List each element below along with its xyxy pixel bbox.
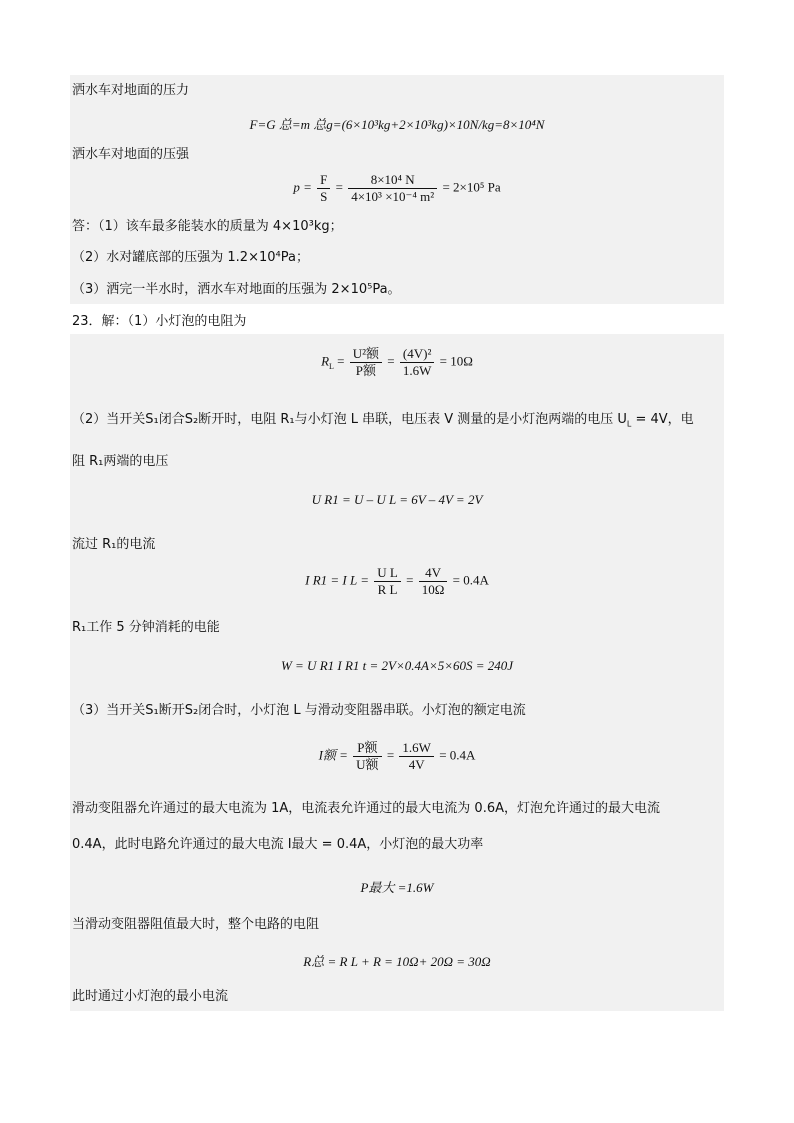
fraction xyxy=(350,346,382,379)
formula-result: = 0.4A xyxy=(439,747,476,763)
formula-text: W = U R1 I R1 t = 2V×0.4A×5×60S = 240J xyxy=(280,658,514,673)
fraction-denominator: 10Ω xyxy=(421,582,445,597)
fraction xyxy=(374,565,401,598)
text-line: 当滑动变阻器阻值最大时，整个电路的电阻 xyxy=(72,917,320,932)
answer-2: （2）水对罐底部的压强为 1.2×10⁴Pa； xyxy=(72,250,309,265)
paragraph-part-2 xyxy=(72,411,694,434)
fraction-numerator: 1.6W xyxy=(399,740,434,757)
formula-result: = 0.4A xyxy=(452,572,489,588)
formula-energy xyxy=(70,658,724,674)
formula-text: U R1 = U – U L = 6V – 4V = 2V xyxy=(311,492,483,507)
formula-result: = 10Ω xyxy=(439,353,473,369)
fraction-numerator: U L xyxy=(374,565,401,582)
text-line: R₁工作 5 分钟消耗的电能 xyxy=(72,620,220,635)
fraction-denominator: P额 xyxy=(355,363,377,378)
fraction xyxy=(348,172,437,205)
formula-r1-current: I R1 = I L = $\frac{\text{U L}}{\text{R L}}$ = $\frac{4V}{10\Omega}$ = 0.4A xyxy=(305,565,489,597)
formula-lhs: I R1 = I L = xyxy=(305,572,373,588)
fraction-denominator: R L xyxy=(377,582,398,597)
text-line: 洒水车对地面的压强 xyxy=(72,147,190,162)
text-line: 洒水车对地面的压力 xyxy=(72,83,190,98)
formula-text: F=G 总=m 总g=(6×10³kg+2×10³kg)×10N/kg=8×10⁴N xyxy=(249,117,545,132)
paragraph-line: 滑动变阻器允许通过的最大电流为 1A，电流表允许通过的最大电流为 0.6A，灯泡允许通过的最大电流 xyxy=(72,801,660,816)
formula-max-power xyxy=(70,877,724,896)
formula-bulb-resistance: $R_L$ = $\frac{\text{U²额}}{\text{P额}}$ = $\frac{\text{(4V)²}}{1.6W}$ = 10Ω xyxy=(321,346,473,378)
fraction-denominator: 4V xyxy=(408,757,425,772)
text-line: 流过 R₁的电流 xyxy=(72,537,156,552)
fraction-denominator: 4×10³ ×10⁻⁴ m² xyxy=(351,189,435,204)
formula-total-resistance xyxy=(70,951,724,970)
paragraph-line: 阻 R₁两端的电压 xyxy=(72,454,169,469)
answer-3: （3）洒完一半水时，洒水车对地面的压强为 2×10⁵Pa。 xyxy=(72,282,401,297)
fraction xyxy=(400,346,435,379)
fraction xyxy=(419,565,448,598)
fraction-denominator: S xyxy=(320,189,328,204)
question-23-heading: 23．解：（1）小灯泡的电阻为 xyxy=(72,314,247,329)
answer-1: 答：（1）该车最多能装水的质量为 4×10³kg； xyxy=(72,219,343,234)
fraction-denominator: U额 xyxy=(356,757,379,772)
paragraph-line: 0.4A，此时电路允许通过的最大电流 I最大 = 0.4A，小灯泡的最大功率 xyxy=(72,837,484,852)
paragraph-part-3: （3）当开关S₁断开S₂闭合时，小灯泡 L 与滑动变阻器串联。小灯泡的额定电流 xyxy=(72,703,526,718)
formula-pressure xyxy=(70,172,724,205)
fraction-denominator: 1.6W xyxy=(402,363,432,378)
formula-pressure-force xyxy=(70,114,724,133)
subscript: L xyxy=(329,362,334,372)
paragraph-text: = 4V，电 xyxy=(631,412,694,427)
fraction-numerator: U²额 xyxy=(350,346,382,363)
subscript: L xyxy=(626,419,632,429)
formula-result: = 2×10⁵ Pa xyxy=(442,179,501,195)
fraction-numerator: 8×10⁴ N xyxy=(348,172,437,189)
fraction-numerator: 4V xyxy=(419,565,448,582)
formula-text: P最大 =1.6W xyxy=(360,880,434,895)
text-line: 此时通过小灯泡的最小电流 xyxy=(72,989,229,1004)
fraction-numerator: P额 xyxy=(353,740,381,757)
formula-text: R总 = R L + R = 10Ω+ 20Ω = 30Ω xyxy=(303,954,491,969)
formula-rated-current: I额 = $\frac{\text{P额}}{\text{U额}}$ = $\frac{1.6W}{4V}$ = 0.4A xyxy=(318,740,476,772)
equals: = xyxy=(335,179,347,195)
formula-lhs: R xyxy=(321,353,330,369)
fraction xyxy=(399,740,434,773)
formula-lhs: I额 = xyxy=(318,747,352,763)
fraction xyxy=(353,740,381,773)
formula-r1-voltage xyxy=(70,492,724,508)
formula-lhs: p = xyxy=(293,179,316,195)
fraction xyxy=(317,172,330,205)
fraction-numerator: F xyxy=(317,172,330,189)
paragraph-text: （2）当开关S₁闭合S₂断开时，电阻 R₁与小灯泡 L 串联，电压表 V 测量的是小灯泡两端的电压 U xyxy=(72,412,627,427)
fraction-numerator: (4V)² xyxy=(400,346,435,363)
